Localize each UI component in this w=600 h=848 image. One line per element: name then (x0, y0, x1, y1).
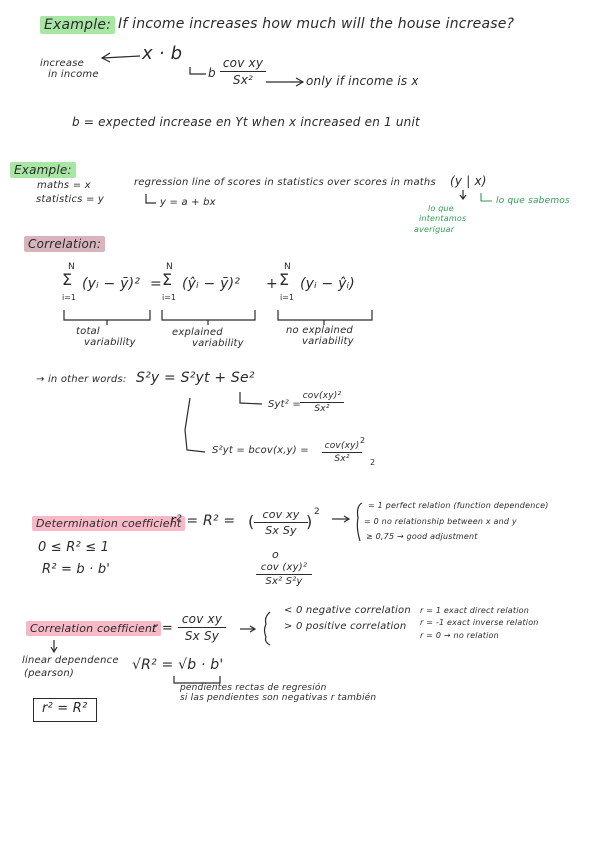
linear-dependence: linear dependence (22, 655, 119, 666)
arrow-b-label: b (208, 66, 216, 80)
det-den: Sx Sy (265, 524, 297, 537)
lo-que-sabemos: lo que sabemos (496, 196, 570, 206)
r2-eq: r² = R² = (170, 513, 236, 529)
pearson-label: (pearson) (24, 668, 75, 679)
corr-pos: > 0 positive correlation (284, 621, 407, 632)
lo-que-1: lo que (428, 204, 454, 213)
determination-fraction (254, 508, 308, 537)
tree-stem (185, 398, 205, 452)
explained-var-label: variability (192, 338, 244, 349)
regression-text: regression line of scores in statistics over scores in maths (134, 177, 436, 188)
corr-r-eq: r = (152, 621, 173, 636)
b-expected-text: b = expected increase en Yt when x increased en 1 unit (72, 115, 420, 129)
total-var-label: variability (84, 337, 136, 348)
corr-coef-tag: Correlation coefficient (26, 621, 161, 636)
sum2-sup: N (166, 262, 173, 272)
example1-tag: Example: (40, 16, 115, 34)
r-pos1: r = 1 exact direct relation (420, 606, 529, 615)
brace-total (64, 310, 150, 320)
paren-left: ( (248, 512, 255, 531)
sum3-sup: N (284, 262, 291, 272)
s2yt-eq: S²yt = bcov(x,y) = (212, 445, 309, 456)
lo-que-2: intentamos (419, 214, 467, 223)
sum1-sup: N (68, 262, 75, 272)
r-neg1: r = -1 exact inverse relation (420, 618, 539, 627)
sum2-sub: i=1 (162, 293, 177, 302)
det-alt-fraction (256, 562, 312, 587)
lo-que-3: averiguar (414, 225, 455, 234)
brace-nonexplained (278, 310, 372, 320)
r-zero: r = 0 → no relation (420, 631, 499, 640)
nonexplained-label: no explained (286, 325, 353, 336)
total-label: total (76, 326, 100, 337)
syt-fraction (300, 391, 344, 414)
curly-corr (265, 612, 271, 645)
det-alt-den: Sx² S²y (265, 576, 303, 587)
sum2-sigma: Σ (162, 270, 173, 289)
correlation-tag: Correlation: (24, 236, 105, 252)
det-range: 0 ≤ R² ≤ 1 (38, 540, 110, 555)
sum3-sub: i=1 (280, 293, 295, 302)
statistics-y: statistics = y (36, 194, 105, 205)
det-r2-bb: R² = b · b' (42, 562, 111, 577)
sum1-sigma: Σ (62, 270, 73, 289)
line-equation: y = a + bx (160, 197, 216, 208)
boxed-text: r² = R² (42, 701, 88, 716)
explained-label: explained (172, 327, 223, 338)
in-other-words: → in other words: (36, 374, 127, 385)
increase-label: increase (40, 58, 84, 69)
eq-sign: = (150, 276, 162, 292)
example2-tag: Example: (10, 162, 76, 178)
arrow-to-increase (103, 56, 140, 58)
s2yt-den: Sx² (334, 454, 350, 464)
s2yt-sub: 2 (370, 458, 376, 467)
det-num: cov xy (254, 508, 308, 523)
brace-explained (162, 310, 255, 320)
sum2-term: (ŷᵢ − ȳ)² (182, 276, 241, 292)
maths-x: maths = x (37, 180, 91, 191)
plus-sign: + (266, 276, 278, 292)
corr-num: cov xy (178, 612, 226, 628)
curly-determination (357, 503, 362, 541)
sqrt-eq: √R² = √b · b' (132, 657, 224, 673)
sum3-term: (yᵢ − ŷᵢ) (300, 276, 355, 292)
corr-fraction (178, 612, 226, 643)
syt-den: Sx² (314, 404, 330, 414)
arrow-regression (146, 194, 156, 203)
s2yt-fraction (322, 441, 362, 464)
s2yt-num: cov(xy) (322, 441, 362, 453)
tree-branch (240, 392, 262, 404)
corr-neg: < 0 negative correlation (284, 605, 411, 616)
x-times-b: x · b (142, 43, 183, 64)
s2yt-exp: 2 (360, 436, 366, 445)
boxed-result (33, 698, 97, 722)
syt-eq: Syt² = (268, 399, 301, 410)
example1-question: If income increases how much will the house increase? (118, 16, 515, 32)
variance-equation: S²y = S²yt + Se² (136, 370, 255, 386)
sum1-sub: i=1 (62, 293, 77, 302)
fraction-denominator: Sx² (232, 73, 254, 87)
nonexplained-var-label: variability (302, 336, 354, 347)
arrow-b-down (190, 67, 206, 74)
det-exp: 2 (314, 507, 320, 517)
pendientes-1: pendientes rectas de regresión (180, 683, 327, 693)
syt-num: cov(xy)² (300, 391, 344, 403)
example1-fraction (220, 56, 266, 87)
determination-tag: Determination coefficient (32, 516, 185, 531)
only-if-text: only if income is x (306, 74, 419, 88)
sum1-term: (yᵢ − ȳ)² (82, 276, 141, 292)
y-given-x: (y | x) (450, 174, 487, 188)
det-or: o (272, 548, 279, 561)
fraction-numerator: cov xy (220, 56, 266, 72)
det-brace-2: = 0 no relationship between x and y (364, 517, 517, 526)
green-arrow (481, 193, 492, 201)
det-brace-1: = 1 perfect relation (function dependence) (368, 501, 549, 510)
det-alt-num: cov (xy)² (256, 562, 312, 575)
income-label: in income (48, 69, 99, 80)
paren-right: ) (306, 512, 313, 531)
sum3-sigma: Σ (279, 270, 290, 289)
corr-den: Sx Sy (184, 629, 220, 643)
det-brace-3: ≥ 0,75 → good adjustment (366, 532, 478, 541)
pendientes-2: si las pendientes son negativas r también (180, 693, 377, 703)
